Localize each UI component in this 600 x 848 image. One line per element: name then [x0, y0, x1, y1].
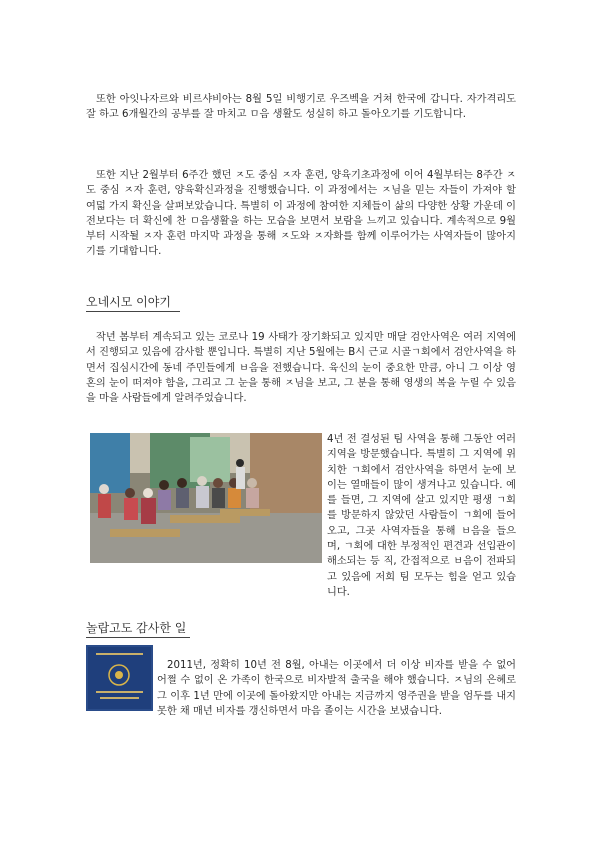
team-ministry-paragraph: [327, 432, 516, 598]
eye-clinic-paragraph: [86, 330, 516, 406]
training-text: 또한 지난 2월부터 6주간 했던 ㅈ도 중심 ㅈ자 훈련, 양육기초과정에 이어 4월부터는 8주간 ㅈ도 중심 ㅈ자 훈련, 양육확신과정을 진행했습니다. 이 과정에서는 ㅈ님을 믿는 자들이 가져야 할 여덟 가지 확신을 살펴보았습니다. 특별히 이 과정에 참여한 지체들이 삶의 다양한 상황 가운데 이전보다는 더 확신에 찬 ㅁ음생활을 하는 모습을 보면서 보람을 느끼고 있습니다. 계속적으로 9월부터 시작될 ㅈ자 훈련 마지막 과정을 통해 ㅈ도와 ㅈ자화를 함께 이루어가는 사역자들이 많아지기를 기대합니다.: [86, 170, 516, 258]
section-heading-onesimus: 오네시모 이야기: [86, 295, 171, 309]
gathering-photo-svg: [90, 433, 322, 563]
heading-underline: [86, 311, 180, 312]
intro-paragraph: [86, 92, 516, 123]
residence-paragraph: [157, 658, 516, 719]
training-paragraph: [86, 168, 516, 260]
eye-clinic-text: 작년 봄부터 계속되고 있는 코로나 19 사태가 장기화되고 있지만 매달 검안사역은 여러 지역에서 진행되고 있음에 감사할 뿐입니다. 특별히 지난 5월에는 B시 근교 시골ㄱ회에서 검안사역을 하면서 집심시간에 동네 주민들에게 ㅂ음을 전했습니다. 육신의 눈이 중요한 만큼, 아니 그 이상 영혼의 눈이 떠져야 함을, 그리고 그 눈을 통해 ㅈ님을 보고, 그 분을 통해 영생의 복을 누릴 수 있음을 마을 사람들에게 알려주었습니다.: [86, 332, 516, 405]
gathering-photo: [90, 433, 322, 563]
heading-underline-2: [86, 637, 190, 638]
residence-text: 2011년, 정확히 10년 전 8월, 아내는 이곳에서 더 이상 비자를 받을 수 없어 어쩔 수 없이 온 가족이 한국으로 비자발적 출국을 해야 했습니다. ㅈ님의 은혜로 그 이후 1년 만에 이곳에 돌아왔지만 아내는 지금까지 영주권을 받을 엄두를 내지 못한 채 매년 비자를 갱신하면서 마음 졸이는 시간을 보냈습니다.: [157, 660, 516, 717]
team-ministry-text: 4년 전 결성된 팀 사역을 통해 그동안 여러 지역을 방문했습니다. 특별히 그 지역에 위치한 ㄱ회에서 검안사역을 하면서 눈에 보이는 열매들이 많이 생겨나고 있습니다. 예를 들면, 그 지역에 살고 있지만 평생 ㄱ회를 방문하지 않았던 사람들이 ㄱ회에 들어오고, 그곳 사역자들을 통해 ㅂ음을 들으며, ㄱ회에 대한 부정적인 편견과 선입관이 해소되는 등 직, 간접적으로 ㅂ음이 전파되고 있음에 저희 팀 모두는 힘을 얻고 있습니다.: [327, 434, 516, 598]
section-heading-grateful: 놀랍고도 감사한 일: [86, 621, 187, 635]
passport-svg: [86, 645, 153, 711]
passport-photo: [86, 645, 153, 711]
intro-text: 또한 아잇나자르와 비르샤비아는 8월 5일 비행기로 우즈벡을 거쳐 한국에 갑니다. 자가격리도 잘 하고 6개월간의 공부를 잘 마치고 ㅁ음 생활도 성실히 하고 돌아오기를 기도합니다.: [86, 94, 516, 121]
